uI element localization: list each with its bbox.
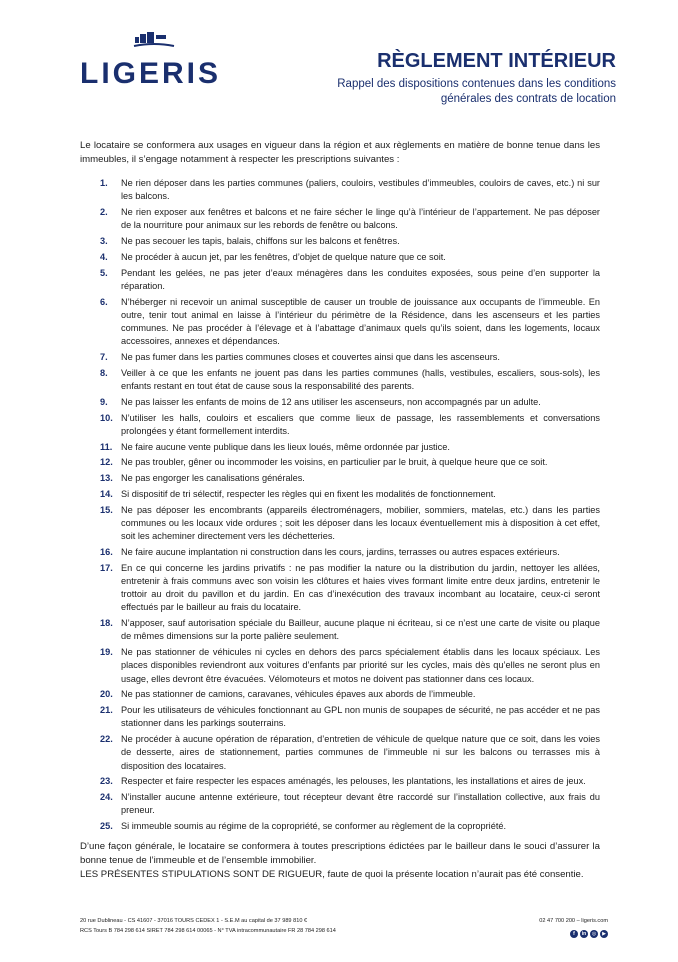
rule-text: Ne procéder à aucun jet, par les fenêtres, d’objet de quelque nature que ce soit. [121, 251, 446, 262]
rule-number: 16. [100, 546, 113, 557]
rule-text: Ne pas secouer les tapis, balais, chiffons sur les balcons et fenêtres. [121, 236, 400, 246]
rule-number: 17. [100, 562, 113, 573]
rule-number: 22. [100, 734, 113, 745]
footer-registration: RCS Tours B 784 298 614 SIRET 784 298 614 00065 - N° TVA intracommunautaire FR 28 784 298 614 [80, 927, 336, 934]
rule-number: 1. [100, 178, 108, 188]
rule-number: 12. [100, 457, 113, 468]
page-subtitle: Rappel des dispositions contenues dans les conditions générales des contrats de location [337, 78, 616, 105]
facebook-icon[interactable]: f [570, 930, 578, 938]
rule-text: Ne pas stationner de camions, caravanes, véhicules épaves aux abords de l’immeuble. [121, 689, 476, 700]
rule-item [80, 546, 600, 559]
rule-text: Veiller à ce que les enfants ne jouent pas dans les parties communes (halls, vestibules, escaliers, sous-sols), les enfants restant en tout état de cause sous la responsabilité des parents. [121, 367, 600, 391]
rule-item [80, 775, 600, 788]
rule-item [80, 396, 600, 409]
closing-section [80, 840, 600, 882]
closing-stipulation: LES PRÉSENTES STIPULATIONS SONT DE RIGUEUR, faute de quoi la présente location n’aurait pas été consentie. [80, 869, 584, 880]
closing-paragraph: D’une façon générale, le locataire se conformera à toutes prescriptions édictées par le bailleur dans le souci d’assurer la bonne tenue de l’immeuble et de l’ensemble immobilier. [80, 841, 600, 866]
rule-text: N’installer aucune antenne extérieure, tout récepteur devant être raccordé sur l’installation collective, aux frais du preneur. [121, 792, 600, 816]
rule-number: 18. [100, 618, 113, 629]
rule-text: Pendant les gelées, ne pas jeter d’eaux ménagères dans les conduites exposées, sous peine d’en supporter la réparation. [121, 267, 600, 291]
rule-number: 6. [100, 296, 108, 307]
rule-item [80, 351, 600, 364]
rule-text: Ne pas stationner de véhicules ni cycles en dehors des parcs spécialement établis dans les locaux spéciaux. Les places disponibles reviendront aux voitures d’enfants par priorité sur les cycles, mais dès qu’elles ne seront plus en usage, elles devront être évacuées. Vélomoteurs et motos ne doivent pas stationner dans ces locaux. [121, 647, 600, 684]
logo-wordmark: LIGERIS [80, 57, 222, 90]
rule-text: Ne rien déposer dans les parties communes (paliers, couloirs, vestibules d’immeubles, couloirs de caves, etc.) ni sur les balcons. [121, 178, 600, 202]
rule-text: Ne faire aucune implantation ni construction dans les cours, jardins, terrasses ou autres espaces extérieurs. [121, 546, 560, 557]
rule-number: 14. [100, 488, 113, 499]
rule-item [80, 504, 600, 544]
logo-emblem-icon [130, 30, 178, 50]
rule-number: 20. [100, 689, 113, 700]
rule-item [80, 472, 600, 485]
rule-number: 10. [100, 412, 113, 423]
linkedin-icon[interactable]: in [581, 931, 587, 937]
rule-text: Ne pas déposer les encombrants (appareils électroménagers, mobilier, sommiers, matelas, etc.) dans les parties communes ou les locaux vide ordures ; soit les déposer dans les locaux éventuellement mis à disposition à cet effet, soit les acheminer directement vers les déchetteries. [121, 504, 600, 542]
rule-item [80, 733, 600, 773]
rule-text: Ne faire aucune vente publique dans les lieux loués, même ordonnée par justice. [121, 441, 450, 452]
rule-item [80, 206, 600, 232]
rule-number: 11. [100, 441, 113, 452]
rule-item [80, 412, 600, 438]
rule-number: 24. [100, 792, 113, 803]
rule-item [80, 267, 600, 293]
rule-number: 15. [100, 504, 113, 515]
rule-text: Si dispositif de tri sélectif, respecter les règles qui en fixent les modalités de fonctionnement. [121, 488, 496, 499]
rule-number: 19. [100, 647, 113, 658]
rule-item [80, 688, 600, 701]
rule-item [80, 820, 600, 833]
rule-text: Ne pas fumer dans les parties communes closes et couvertes ainsi que dans les ascenseurs. [121, 352, 500, 362]
rule-text: En ce qui concerne les jardins privatifs : ne pas modifier la nature ou la distribution du jardin, nettoyer les allées, entretenir à frais communs avec son voisin les clôtures et haies vives formant limite entre deux jardins, entretenir le trottoir au droit du pavillon et du jardin. En cas d’inexécution des travaux incombant au locataire, ceux-ci seront effectués par le bailleur au frais du locataire. [121, 562, 600, 613]
rule-item [80, 441, 600, 454]
rule-text: Ne procéder à aucune opération de réparation, d’entretien de véhicule de quelque nature que ce soit, dans les voies de desserte, aires de stationnement, parties communes de l’immeuble ni sur les balcons ou terrasses mis à disposition des locataires. [121, 734, 600, 771]
rule-number: 13. [100, 473, 113, 484]
rule-number: 23. [100, 776, 113, 787]
youtube-icon[interactable]: ▶ [600, 930, 608, 938]
footer-contact[interactable]: 02 47 700 200 – ligeris.com [539, 918, 608, 924]
rule-number: 7. [100, 352, 108, 362]
rule-item [80, 791, 600, 817]
social-links [570, 930, 608, 938]
rule-text: Ne pas engorger les canalisations générales. [121, 473, 305, 484]
page-title: RÈGLEMENT INTÉRIEUR [377, 50, 616, 72]
rule-number: 4. [100, 251, 108, 262]
rule-item [80, 646, 600, 686]
rule-item [80, 367, 600, 393]
rule-number: 21. [100, 705, 113, 716]
rule-number: 9. [100, 396, 108, 407]
rule-text: Ne rien exposer aux fenêtres et balcons et ne faire sécher le linge qu’à l’intérieur de l’appartement. Ne pas déposer de la nourriture pour animaux sur les rebords de fenêtre ou balcons. [121, 207, 600, 231]
rule-number: 2. [100, 207, 108, 217]
instagram-icon[interactable]: ◎ [591, 931, 597, 937]
rule-item [80, 704, 600, 730]
rule-number: 5. [100, 267, 108, 278]
rule-text: Pour les utilisateurs de véhicules fonctionnant au GPL non munis de soupapes de sécurité, ne pas accéder et ne pas stationner dans les parkings souterrains. [121, 705, 600, 729]
rule-number: 3. [100, 236, 108, 246]
rule-item [80, 251, 600, 264]
rule-item [80, 177, 600, 203]
footer-address: 20 rue Dublineau - CS 41607 - 37016 TOURS CEDEX 1 - S.E.M au capital de 37 989 810 € [80, 918, 308, 924]
footer-legal [80, 917, 336, 936]
rule-number: 8. [100, 367, 108, 378]
rule-text: Respecter et faire respecter les espaces aménagés, les pelouses, les plantations, les installations et aires de jeux. [121, 776, 586, 787]
rule-text: Ne pas troubler, gêner ou incommoder les voisins, en particulier par le bruit, à quelque heure que ce soit. [121, 457, 548, 468]
rule-item [80, 488, 600, 501]
rule-text: Ne pas laisser les enfants de moins de 12 ans utiliser les ascenseurs, non accompagnés par un adulte. [121, 396, 541, 407]
rule-item [80, 562, 600, 615]
ligeris-logo [80, 30, 240, 94]
rule-text: N’utiliser les halls, couloirs et escaliers que comme lieux de passage, les rassemblements et conversations prolongées y étant formellement interdits. [121, 412, 600, 436]
rule-text: N’apposer, sauf autorisation spéciale du Bailleur, aucune plaque ni écriteau, si ce n’est une carte de visite ou plaque de mêmes dimensions sur la porte palière seulement. [121, 618, 600, 642]
rule-item [80, 617, 600, 643]
rule-item [80, 296, 600, 349]
rule-item [80, 456, 600, 469]
rules-list [80, 177, 600, 836]
rule-text: Si immeuble soumis au régime de la copropriété, se conformer au règlement de la copropriété. [121, 821, 507, 832]
rule-item [80, 235, 600, 248]
intro-paragraph: Le locataire se conformera aux usages en vigueur dans la région et aux règlements en matière de bonne tenue dans les immeubles, il s’engage notamment à respecter les prescriptions suivantes : [80, 140, 600, 165]
rule-text: N’héberger ni recevoir un animal susceptible de causer un trouble de jouissance aux occupants de l’immeuble. En outre, tenir tout animal en laisse à l’intérieur du périmètre de la Résidence, dans les ascenseurs et les parties communes. Ne pas procéder à l’élevage et à l’abattage d’animaux quels qu’ils soient, dans les logements, locaux accessoires, annexes et dépendances. [121, 296, 600, 347]
rule-number: 25. [100, 821, 113, 832]
